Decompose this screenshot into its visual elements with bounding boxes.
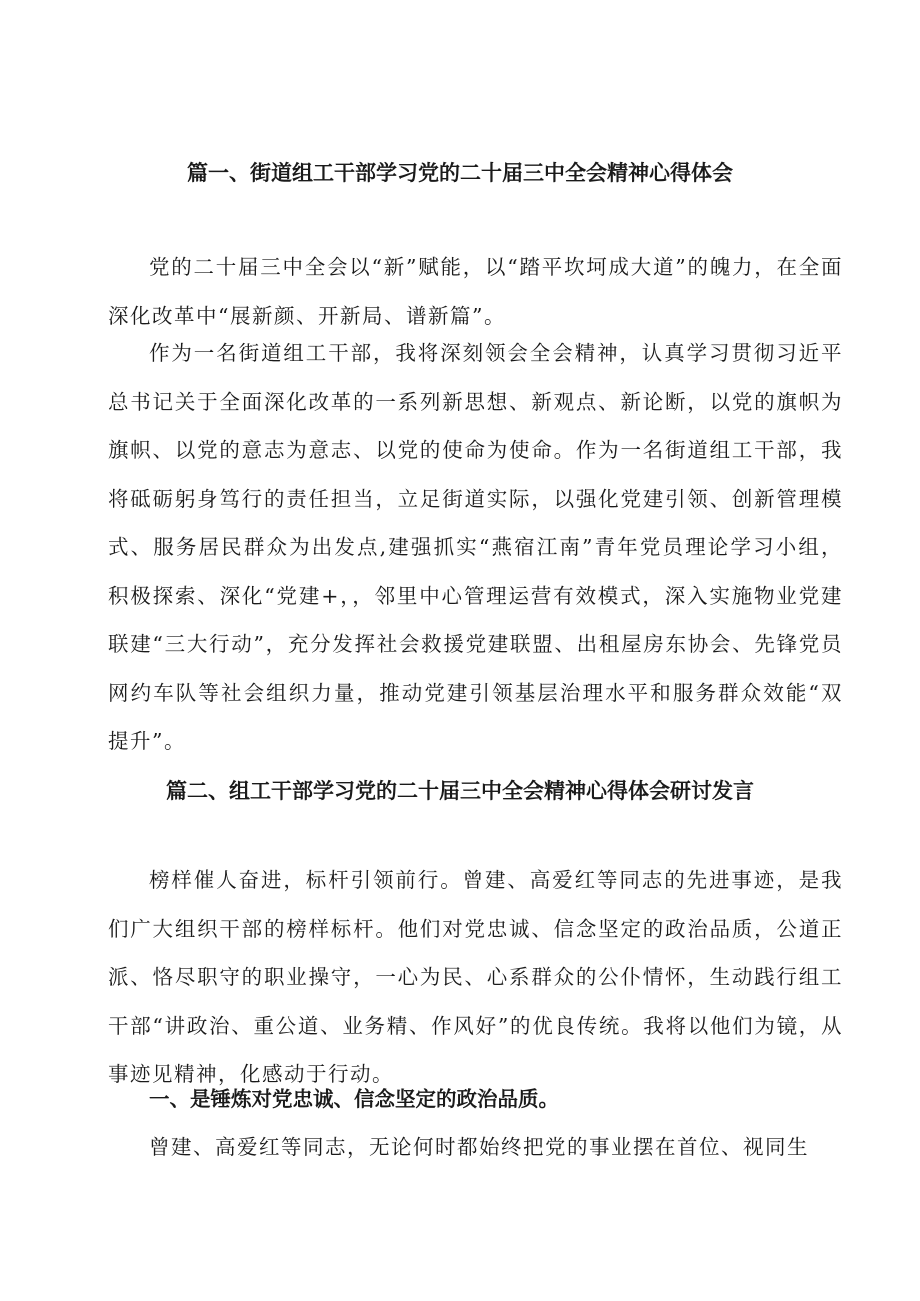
section-two-body-paragraph: 曾建、高爱红等同志，无论何时都始终把党的事业摆在首位、视同生 <box>149 1135 809 1159</box>
section-two-title: 篇二、组工干部学习党的二十届三中全会精神心得体会研讨发言 <box>166 779 754 803</box>
section-one-paragraph-1: 党的二十届三中全会以“新”赋能，以“踏平坎坷成大道”的魄力，在全面深化改革中“展新颜、开新局、谱新篇”。 <box>108 255 843 328</box>
section-two-intro-paragraph: 榜样催人奋进，标杆引领前行。曾建、高爱红等同志的先进事迹，是我们广大组织干部的榜样标杆。他们对党忠诚、信念坚定的政治品质，公道正派、恪尽职守的职业操守，一心为民、心系群众的公仆情怀，生动践行组工干部“讲政治、重公道、业务精、作风好”的优良传统。我将以他们为镜，从事迹见精神，化感动于行动。 <box>108 868 843 1086</box>
section-one-title: 篇一、街道组工干部学习党的二十届三中全会精神心得体会 <box>187 161 733 185</box>
section-two-subheading: 一、是锤炼对党忠诚、信念坚定的政治品质。 <box>149 1087 559 1111</box>
section-one-paragraph-2: 作为一名街道组工干部，我将深刻领会全会精神，认真学习贯彻习近平总书记关于全面深化改革的一系列新思想、新观点、新论断，以党的旗帜为旗帜、以党的意志为意志、以党的使命为使命。作为一名街道组工干部，我将砥砺躬身笃行的责任担当，立足街道实际，以强化党建引领、创新管理模式、服务居民群众为出发点,建强抓实“燕宿江南”青年党员理论学习小组，积极探索、深化“党建+，，邻里中心管理运营有效模式，深入实施物业党建联建“三大行动”，充分发挥社会救援党建联盟、出租屋房东协会、先锋党员网约车队等社会组织力量，推动党建引领基层治理水平和服务群众效能“双提升”。 <box>108 341 843 753</box>
